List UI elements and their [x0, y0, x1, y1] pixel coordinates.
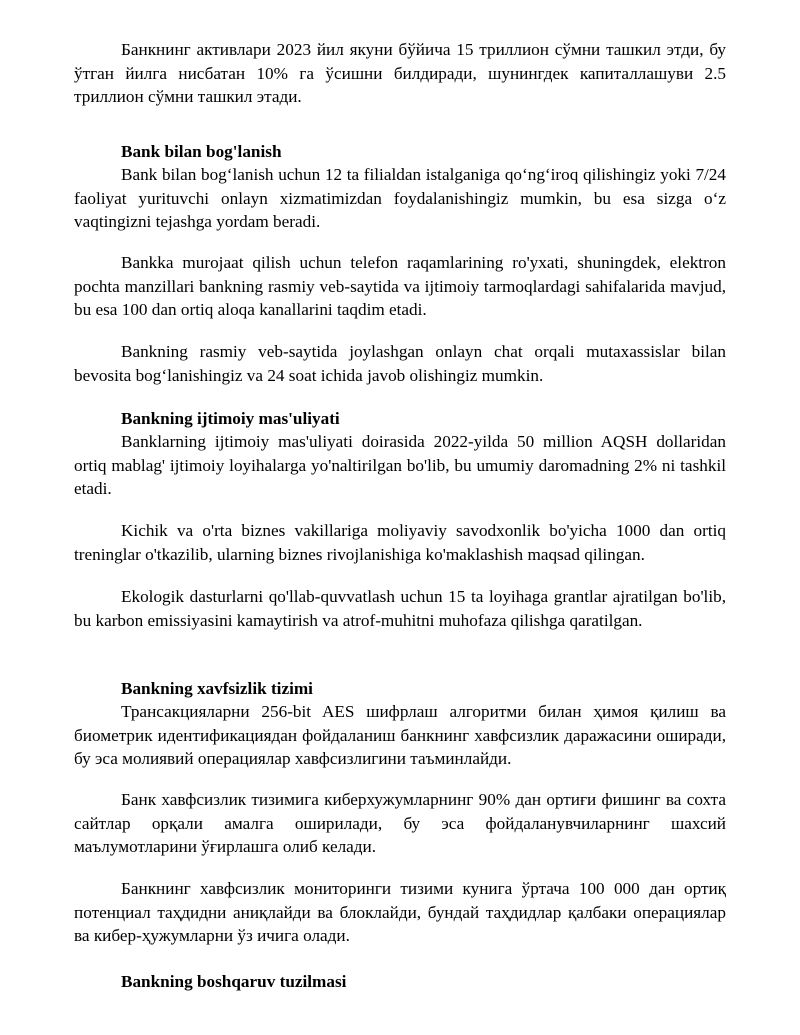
paragraph-contact-channels: Bankka murojaat qilish uchun telefon raqamlarining ro'yxati, shuningdek, elektron pochta manzillari bankning rasmiy veb-saytida va ijtimoiy tarmoqlardagi sahifalarida mavjud, bu esa 100 dan ortiq aloqa kanallarini taqdim etadi.: [74, 253, 726, 319]
heading-social: Bankning ijtimoiy mas'uliyati: [121, 409, 340, 428]
paragraph-contact-branches: Bank bilan bog‘lanish uchun 12 ta filialdan istalganiga qo‘ng‘iroq qilishingiz yoki 7/24 faoliyat yurituvchi onlayn xizmatimizdan foydalanishingiz mumkin, bu esa sizga o‘z vaqtingizni tejashga yordam beradi.: [74, 165, 726, 231]
paragraph-security-encryption: Трансакцияларни 256-bit AES шифрлаш алгоритми билан ҳимоя қилиш ва биометрик идентификациядан фойдаланиш банкнинг хавфсизлик даражасини оширади, бу эса молиявий операциялар хавфсизлигини таъминлайди.: [74, 702, 726, 768]
heading-security: Bankning xavfsizlik tizimi: [121, 679, 313, 698]
heading-contact: Bank bilan bog'lanish: [121, 142, 282, 161]
paragraph-contact-chat: Bankning rasmiy veb-saytida joylashgan onlayn chat orqali mutaxassislar bilan bevosita bog‘lanishingiz va 24 soat ichida javob olishingiz mumkin.: [74, 342, 726, 385]
paragraph-social-ecology: Ekologik dasturlarni qo'llab-quvvatlash uchun 15 ta loyihaga grantlar ajratilgan bo'lib, bu karbon emissiyasini kamaytirish va atrof-muhitni muhofaza qilishga qaratilgan.: [74, 587, 726, 630]
paragraph-security-phishing: Банк хавфсизлик тизимига киберхужумларнинг 90% дан ортиғи фишинг ва сохта сайтлар орқали амалга оширилади, бу эса фойдаланувчиларнинг шахсий маълумотларини ўғирлашга олиб келади.: [74, 790, 726, 856]
paragraph-social-funding: Banklarning ijtimoiy mas'uliyati doirasida 2022-yilda 50 million AQSH dollaridan ortiq mablag' ijtimoiy loyihalarga yo'naltirilgan bo'lib, bu umumiy daromadning 2% ni tashkil etadi.: [74, 432, 726, 498]
paragraph-social-trainings: Kichik va o'rta biznes vakillariga moliyaviy savodxonlik bo'yicha 1000 dan ortiq treninglar o'tkazilib, ularning biznes rivojlanishiga ko'maklashish maqsad qilingan.: [74, 521, 726, 564]
heading-governance: Bankning boshqaruv tuzilmasi: [121, 972, 347, 991]
paragraph-assets: Банкнинг активлари 2023 йил якуни бўйича 15 триллион сўмни ташкил этди, бу ўтган йилга нисбатан 10% га ўсишни билдиради, шунингдек капиталлашуви 2.5 триллион сўмни ташкил этади.: [74, 40, 726, 106]
paragraph-security-monitoring: Банкнинг хавфсизлик мониторинги тизими кунига ўртача 100 000 дан ортиқ потенциал таҳдидни аниқлайди ва блоклайди, бундай таҳдидлар қалбаки операциялар ва кибер-ҳужумларни ўз ичига олади.: [74, 879, 726, 945]
